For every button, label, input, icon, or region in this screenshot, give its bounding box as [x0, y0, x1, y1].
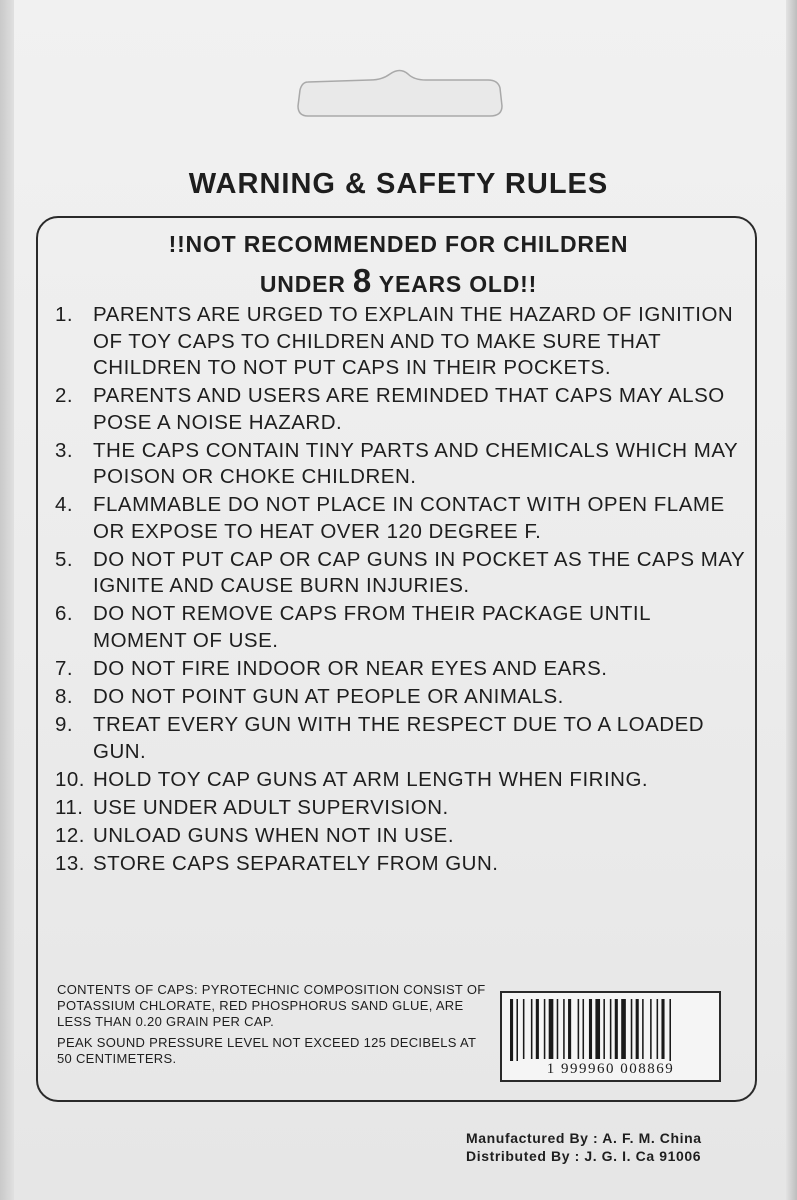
barcode-bars-icon: [510, 999, 711, 1067]
rule-text: PARENTS AND USERS ARE REMINDED THAT CAPS MAY ALSO POSE A NOISE HAZARD.: [93, 384, 725, 434]
rule-item: [55, 767, 745, 794]
sound-level-text: PEAK SOUND PRESSURE LEVEL NOT EXCEED 125 DECIBELS AT 50 CENTIMETERS.: [57, 1034, 476, 1066]
rule-number: 3.: [55, 438, 74, 462]
barcode-number: 1 999960 008869: [502, 1061, 719, 1078]
rule-item: [55, 823, 745, 850]
distributed-by: Distributed By : J. G. I. Ca 91006: [466, 1148, 702, 1164]
rule-number: 13.: [55, 852, 85, 876]
rule-item: [55, 492, 745, 545]
rule-item: [55, 547, 745, 600]
rule-text: TREAT EVERY GUN WITH THE RESPECT DUE TO A LOADED GUN.: [93, 713, 705, 763]
rule-text: FLAMMABLE DO NOT PLACE IN CONTACT WITH OPEN FLAME OR EXPOSE TO HEAT OVER 120 DEGREE F.: [93, 493, 725, 543]
rule-item: [55, 795, 745, 822]
rule-number: 9.: [55, 713, 74, 737]
rule-number: 6.: [55, 602, 74, 626]
age-warning-line-1: !!NOT RECOMMENDED FOR CHILDREN: [168, 231, 629, 257]
rule-text: STORE CAPS SEPARATELY FROM GUN.: [93, 852, 499, 876]
rule-text: DO NOT FIRE INDOOR OR NEAR EYES AND EARS.: [93, 657, 608, 681]
contents-notice: [57, 982, 487, 1067]
rule-text: DO NOT REMOVE CAPS FROM THEIR PACKAGE UNTIL MOMENT OF USE.: [93, 602, 651, 652]
barcode: [500, 991, 721, 1082]
rule-item: [55, 712, 745, 765]
rule-text: THE CAPS CONTAIN TINY PARTS AND CHEMICALS WHICH MAY POISON OR CHOKE CHILDREN.: [93, 438, 738, 489]
rule-item: [55, 601, 745, 654]
rule-item: [55, 851, 745, 878]
rule-item: [55, 302, 745, 382]
page-title: WARNING & SAFETY RULES: [188, 168, 609, 200]
rule-number: 4.: [55, 493, 74, 517]
rule-text: HOLD TOY CAP GUNS AT ARM LENGTH WHEN FIRING.: [93, 767, 649, 791]
caps-contents-text: CONTENTS OF CAPS: PYROTECHNIC COMPOSITION CONSIST OF POTASSIUM CHLORATE, RED PHOSPHORUS SAND GLUE, ARE LESS THAN 0.20 GRAIN PER CAP.: [57, 982, 486, 1030]
rule-item: [55, 684, 745, 711]
rule-number: 8.: [55, 685, 74, 709]
rule-number: 2.: [55, 384, 74, 408]
age-number: 8: [352, 262, 373, 299]
rule-text: DO NOT PUT CAP OR CAP GUNS IN POCKET AS THE CAPS MAY IGNITE AND CAUSE BURN INJURIES.: [93, 547, 745, 598]
rule-text: USE UNDER ADULT SUPERVISION.: [93, 795, 449, 819]
rule-number: 11.: [55, 795, 84, 819]
age-warning-line-2: UNDER 8 YEARS OLD!!: [259, 262, 538, 299]
rule-number: 5.: [55, 547, 74, 571]
rule-number: 7.: [55, 657, 74, 681]
rule-item: [55, 656, 745, 683]
manufacturer-info: [466, 1129, 776, 1165]
rule-item: [55, 383, 745, 436]
hang-hole-icon: [294, 66, 508, 128]
rule-text: DO NOT POINT GUN AT PEOPLE OR ANIMALS.: [93, 685, 564, 709]
rule-item: [55, 438, 745, 491]
rule-number: 1.: [55, 303, 74, 326]
rule-number: 10.: [55, 767, 85, 791]
safety-rules-list: [55, 302, 745, 878]
manufactured-by: Manufactured By : A. F. M. China: [466, 1130, 702, 1146]
rule-number: 12.: [55, 824, 85, 848]
rule-text: UNLOAD GUNS WHEN NOT IN USE.: [93, 824, 455, 848]
rule-text: PARENTS ARE URGED TO EXPLAIN THE HAZARD OF IGNITION OF TOY CAPS TO CHILDREN AND TO MAKE SURE THAT CHILDREN TO NOT PUT CAPS IN THEIR POCKETS.: [93, 303, 734, 379]
